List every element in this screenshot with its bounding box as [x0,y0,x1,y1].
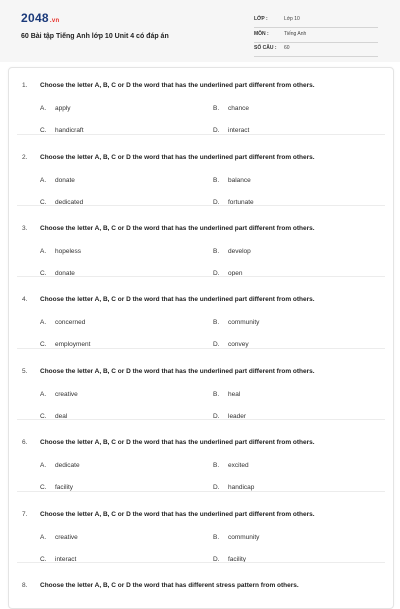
option-d[interactable]: D. fortunate [213,199,254,206]
option-a[interactable]: A. apply [40,105,71,112]
question-number: 3. [22,225,28,232]
option-c[interactable]: C. donate [40,270,75,277]
meta-label: SỐ CÂU : [254,45,277,51]
question-text: Choose the letter A, B, C or D the word that has the underlined part different from others. [40,439,315,446]
divider [17,562,385,563]
option-a[interactable]: A. hopeless [40,248,82,255]
option-c[interactable]: C. deal [40,413,68,420]
option-b[interactable]: B. excited [213,462,249,469]
option-b[interactable]: B. chance [213,105,249,112]
site-logo[interactable] [21,11,59,25]
divider [17,419,385,420]
meta-value: 60 [284,45,290,51]
question-8 [9,568,393,598]
meta-value: Tiếng Anh [284,31,307,37]
meta-label: MÔN : [254,31,269,37]
document-header [0,0,400,62]
question-number: 7. [22,511,28,518]
divider [17,348,385,349]
option-d[interactable]: D. facility [213,556,247,563]
question-text: Choose the letter A, B, C or D the word that has different stress pattern from others. [40,582,299,589]
question-text: Choose the letter A, B, C or D the word that has the underlined part different from others. [40,511,315,518]
option-b[interactable]: B. community [213,534,260,541]
option-c[interactable]: C. dedicated [40,199,84,206]
logo-suffix: .vn [49,18,60,24]
question-number: 5. [22,368,28,375]
option-d[interactable]: D. handicap [213,484,255,491]
option-d[interactable]: D. convey [213,341,249,348]
question-7 [9,497,393,569]
divider [17,134,385,135]
option-d[interactable]: D. leader [213,413,247,420]
question-2 [9,140,393,212]
question-3 [9,211,393,283]
option-b[interactable]: B. community [213,319,260,326]
question-number: 6. [22,439,28,446]
option-a[interactable]: A. creative [40,391,78,398]
meta-value: Lớp 10 [284,16,300,22]
question-number: 4. [22,296,28,303]
option-a[interactable]: A. creative [40,534,78,541]
option-c[interactable]: C. facility [40,484,74,491]
question-text: Choose the letter A, B, C or D the word that has the underlined part different from others. [40,82,315,89]
question-text: Choose the letter A, B, C or D the word that has the underlined part different from others. [40,154,315,161]
logo-text: 2048 [21,11,49,25]
option-a[interactable]: A. dedicate [40,462,80,469]
question-number: 8. [22,582,28,589]
questions-card [8,67,394,609]
option-d[interactable]: D. open [213,270,243,277]
question-1 [9,68,393,140]
question-number: 1. [22,82,28,89]
question-5 [9,354,393,426]
meta-row-count [254,42,378,57]
option-a[interactable]: A. concerned [40,319,86,326]
meta-row-subject [254,28,378,43]
question-6 [9,425,393,497]
option-b[interactable]: B. heal [213,391,241,398]
question-text: Choose the letter A, B, C or D the word that has the underlined part different from others. [40,225,315,232]
option-c[interactable]: C. handicraft [40,127,84,134]
document-title: 60 Bài tập Tiếng Anh lớp 10 Unit 4 có đáp án [21,33,169,40]
option-b[interactable]: B. develop [213,248,251,255]
option-b[interactable]: B. balance [213,177,251,184]
option-d[interactable]: D. interact [213,127,250,134]
divider [17,491,385,492]
question-4 [9,282,393,354]
meta-label: LỚP : [254,16,268,22]
meta-row-grade [254,13,378,28]
question-number: 2. [22,154,28,161]
option-a[interactable]: A. donate [40,177,75,184]
option-c[interactable]: C. employment [40,341,91,348]
option-c[interactable]: C. interact [40,556,77,563]
divider [17,205,385,206]
question-text: Choose the letter A, B, C or D the word that has the underlined part different from others. [40,368,315,375]
divider [17,276,385,277]
question-text: Choose the letter A, B, C or D the word that has the underlined part different from others. [40,296,315,303]
